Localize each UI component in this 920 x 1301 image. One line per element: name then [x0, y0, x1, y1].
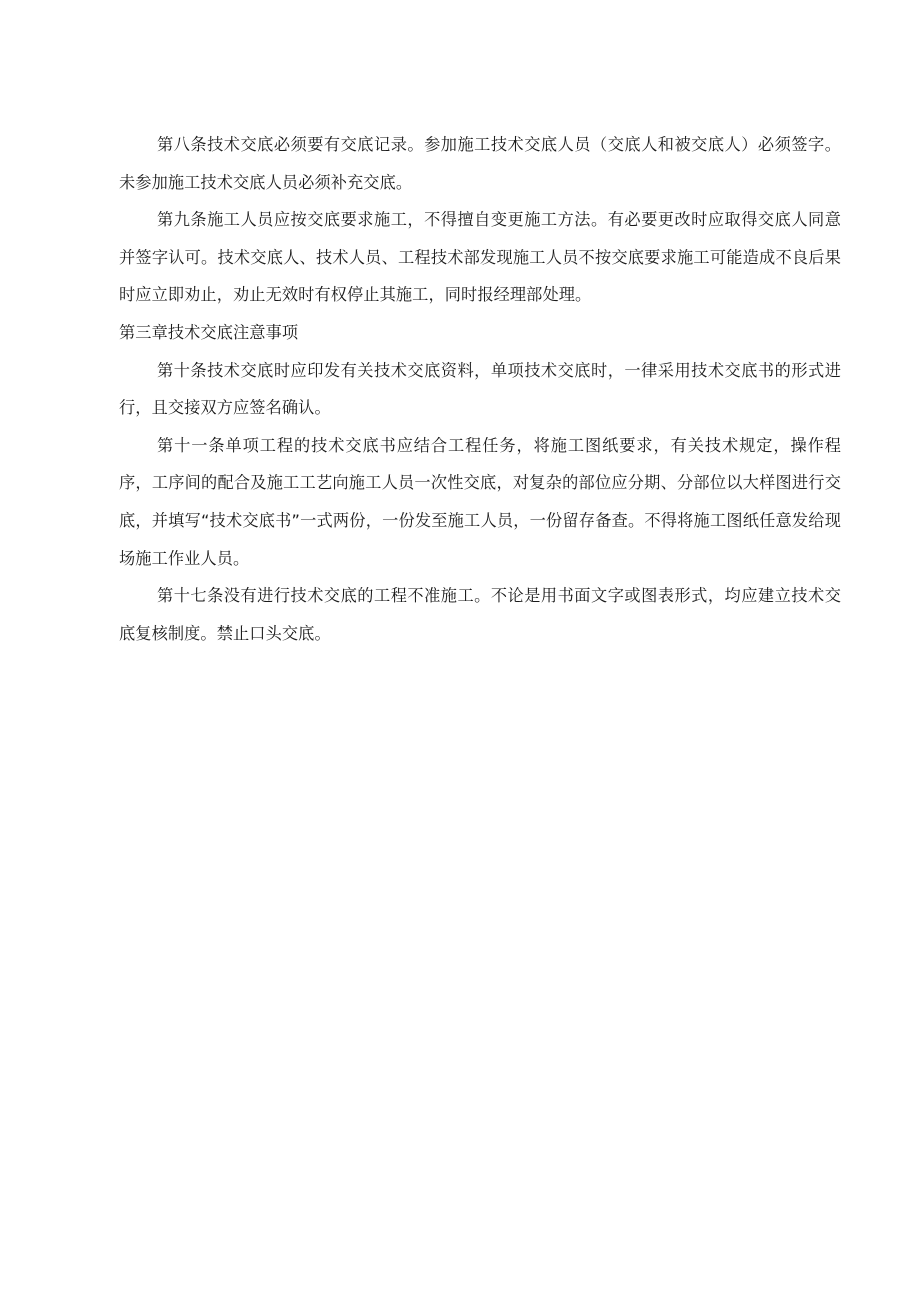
article-17-paragraph: 第十七条没有进行技术交底的工程不准施工。不论是用书面文字或图表形式，均应建立技术交底复核制度。禁止口头交底。: [119, 586, 841, 643]
document-body: [119, 126, 841, 652]
article-10-paragraph: 第十条技术交底时应印发有关技术交底资料，单项技术交底时，一律采用技术交底书的形式进行，且交接双方应签名确认。: [119, 360, 841, 418]
article-8-paragraph: 第八条技术交底必须要有交底记录。参加施工技术交底人员（交底人和被交底人）必须签字。未参加施工技术交底人员必须补充交底。: [119, 135, 841, 192]
chapter-3-heading: 第三章技术交底注意事项: [119, 322, 299, 342]
article-11-paragraph: 第十一条单项工程的技术交底书应结合工程任务，将施工图纸要求，有关技术规定，操作程序，工序间的配合及施工工艺向施工人员一次性交底，对复杂的部位应分期、分部位以大样图进行交底，并填写“技术交底书”一式两份，一份发至施工人员，一份留存备查。不得将施工图纸任意发给现场施工作业人员。: [119, 435, 841, 568]
article-9-paragraph: 第九条施工人员应按交底要求施工，不得擅自变更施工方法。有必要更改时应取得交底人同意并签字认可。技术交底人、技术人员、工程技术部发现施工人员不按交底要求施工可能造成不良后果时应立即劝止，劝止无效时有权停止其施工，同时报经理部处理。: [119, 210, 841, 305]
